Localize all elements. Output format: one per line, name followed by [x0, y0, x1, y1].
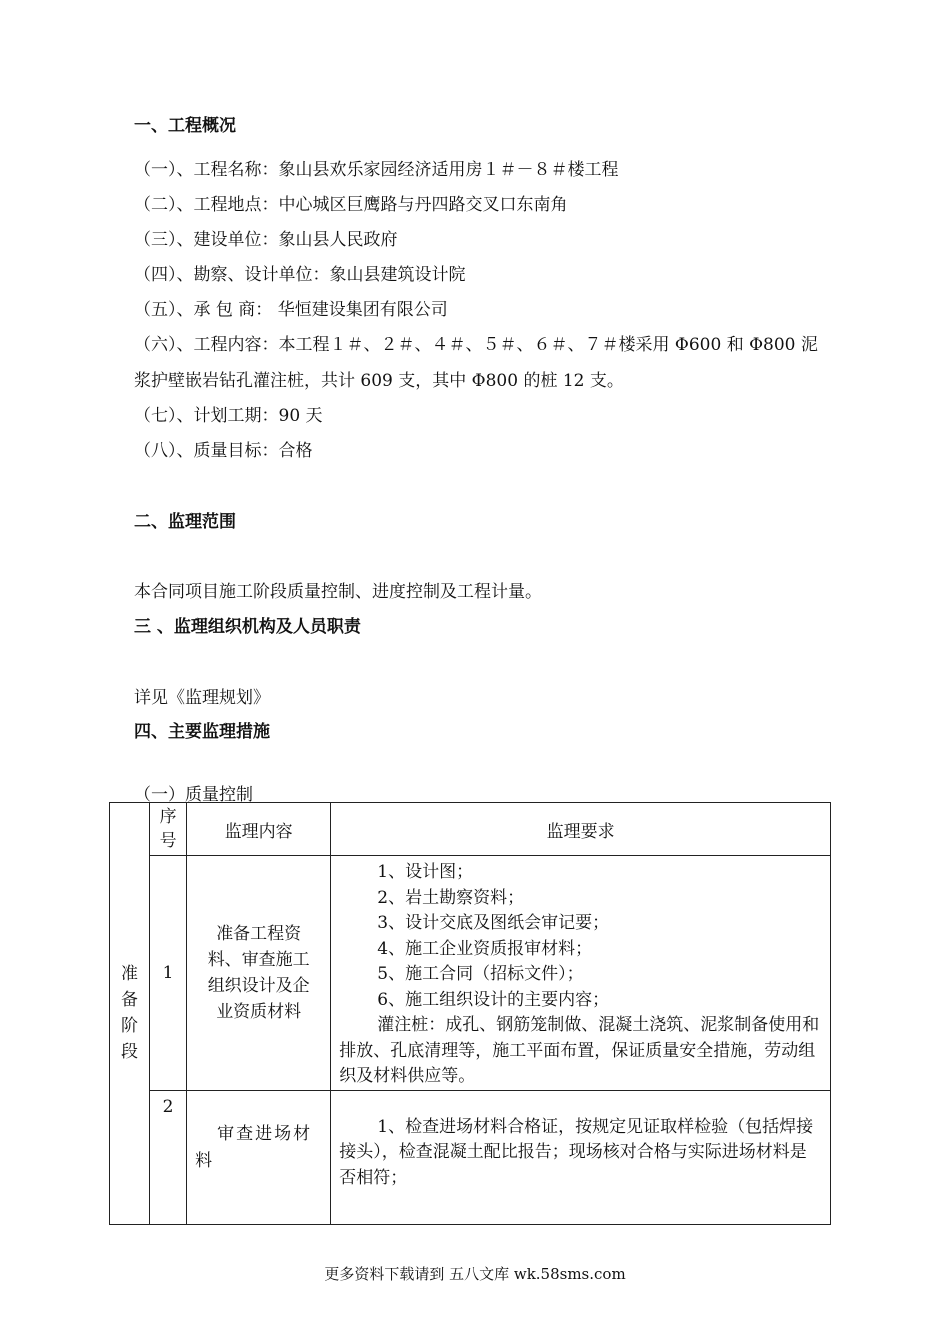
row-1-requirement	[331, 856, 831, 1091]
row-2-requirement	[331, 1090, 831, 1224]
organization-text: 详见《监理规划》	[134, 688, 270, 708]
req-item: 2、岩土勘察资料；	[377, 887, 525, 908]
req-item: 6、施工组织设计的主要内容；	[377, 989, 610, 1010]
owner-line: （三）、建设单位：象山县人民政府	[134, 230, 398, 250]
req-item: 5、施工合同（招标文件）；	[377, 964, 584, 984]
table-row	[110, 1090, 831, 1224]
req-item: 4、施工企业资质报审材料；	[377, 938, 593, 959]
quality-control-subtitle: （一）质量控制	[134, 785, 253, 805]
quality-control-table	[109, 802, 831, 1225]
req-item: 3、设计交底及图纸会审记要；	[377, 913, 610, 933]
table-row	[110, 856, 831, 1091]
row-1-seq: 1	[150, 856, 187, 1091]
project-content-line-2: 浆护壁嵌岩钻孔灌注桩，共计 609 支，其中 Φ800 的桩 12 支。	[134, 371, 624, 391]
contractor-line: （五）、承 包 商： 华恒建设集团有限公司	[134, 300, 448, 320]
row-1-content: 准备工程资料、审查施工组织设计及企业资质材料	[187, 856, 331, 1091]
req-paragraph: 1、检查进场材料合格证，按规定见证取样检验（包括焊接接头），检查混凝土配比报告；现场核对合格与实际进场材料是否相符；	[339, 1116, 814, 1188]
section-4-title: 四、主要监理措施	[134, 722, 270, 742]
quality-goal-line: （八）、质量目标：合格	[134, 441, 313, 461]
stage-label: 准备阶段	[121, 964, 139, 1063]
footer-note: 更多资料下载请到 五八文库 wk.58sms.com	[324, 1265, 626, 1283]
stage-cell	[110, 803, 150, 1225]
schedule-line: （七）、计划工期：90 天	[134, 406, 323, 426]
scope-text: 本合同项目施工阶段质量控制、进度控制及工程计量。	[134, 582, 542, 602]
req-item: 1、设计图；	[377, 862, 474, 882]
design-unit-line: （四）、勘察、设计单位：象山县建筑设计院	[134, 265, 466, 285]
section-1-title: 一、工程概况	[134, 116, 236, 136]
table-header-row	[110, 803, 831, 856]
header-content: 监理内容	[187, 803, 331, 856]
row-2-seq: 2	[150, 1090, 187, 1224]
section-3-title: 三 、监理组织机构及人员职责	[134, 617, 361, 637]
project-content-line-1: （六）、工程内容：本工程１＃、２＃、４＃、５＃、６＃、７＃楼采用 Φ600 和 Φ800 泥	[134, 335, 818, 355]
header-requirement: 监理要求	[331, 803, 831, 856]
row-2-content: 审查进场材料	[187, 1090, 331, 1224]
req-paragraph: 灌注桩：成孔、钢筋笼制做、混凝土浇筑、泥浆制备使用和排放、孔底清理等，施工平面布置，保证质量安全措施，劳动组织及材料供应等。	[339, 1015, 820, 1086]
section-2-title: 二、监理范围	[134, 512, 236, 532]
project-name-line: （一）、工程名称：象山县欢乐家园经济适用房１＃－８＃楼工程	[134, 160, 619, 180]
project-location-line: （二）、工程地点：中心城区巨鹰路与丹四路交叉口东南角	[134, 195, 568, 215]
header-seq: 序 号	[150, 803, 187, 856]
